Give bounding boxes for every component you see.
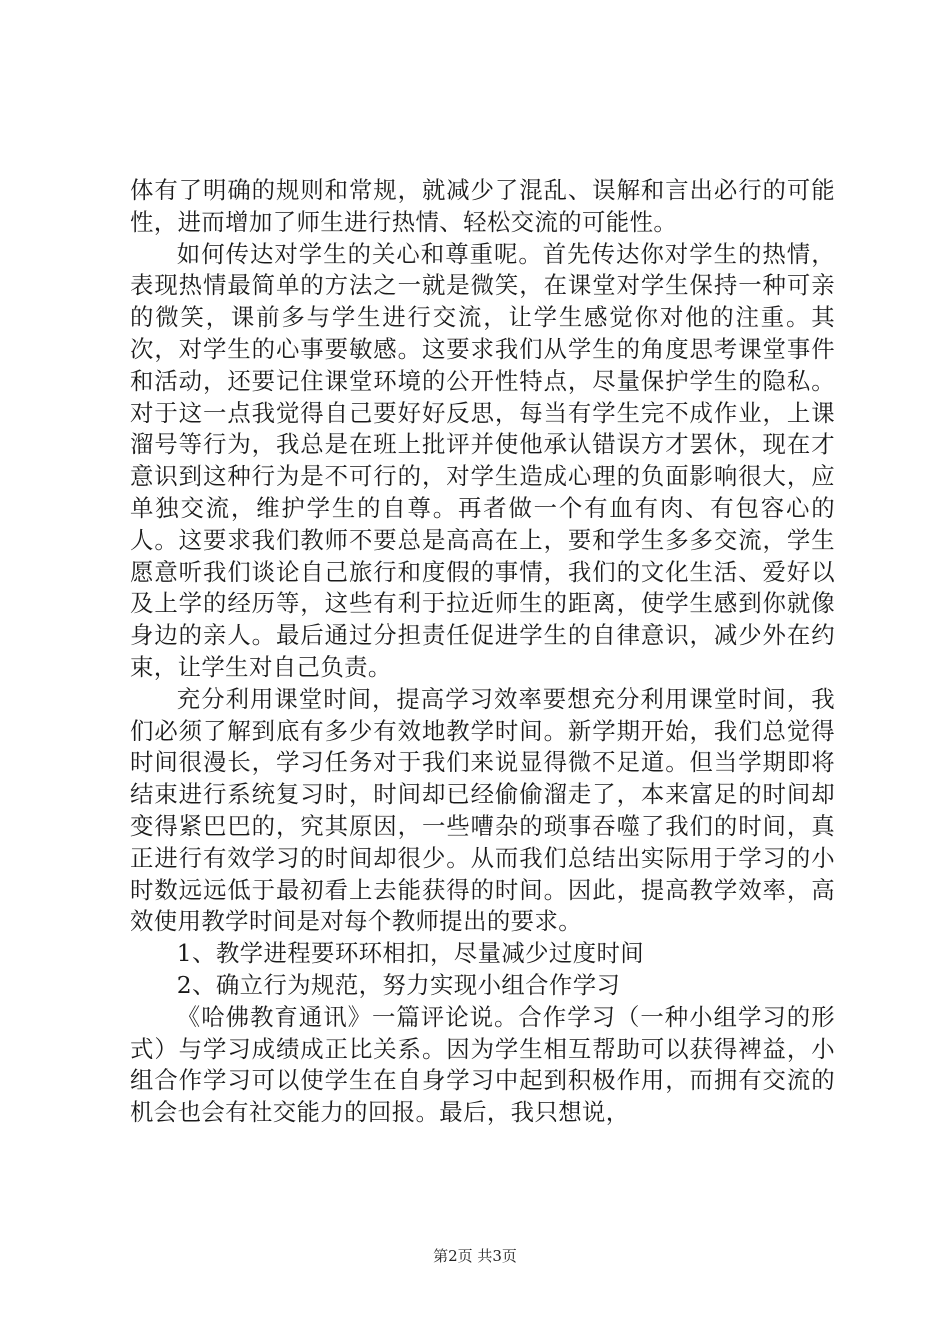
paragraph-harvard-review: 《哈佛教育通讯》一篇评论说。合作学习（一种小组学习的形式）与学习成绩成正比关系。因为学生相互帮助可以获得裨益，小组合作学习可以使学生在自身学习中起到积极作用，而拥有交流的机会也会有社交能力的回报。最后，我只想说，	[130, 1002, 835, 1127]
list-item-1: 1、教学进程要环环相扣，尽量减少过度时间	[176, 939, 645, 968]
document-body	[130, 175, 835, 1129]
list-item-2: 2、确立行为规范，努力实现小组合作学习	[176, 970, 621, 999]
paragraph-continuation: 体有了明确的规则和常规，就减少了混乱、误解和言出必行的可能性，进而增加了师生进行热情、轻松交流的可能性。	[130, 176, 835, 236]
paragraph-class-time: 充分利用课堂时间，提高学习效率要想充分利用课堂时间，我们必须了解到底有多少有效地教学时间。新学期开始，我们总觉得时间很漫长，学习任务对于我们来说显得微不足道。但当学期即将结束进行系统复习时，时间却已经偷偷溜走了，本来富足的时间却变得紧巴巴的，究其原因，一些嘈杂的琐事吞噬了我们的时间，真正进行有效学习的时间却很少。从而我们总结出实际用于学习的小时数远远低于最初看上去能获得的时间。因此，提高教学效率，高效使用教学时间是对每个教师提出的要求。	[130, 684, 835, 936]
paragraph-care-and-respect: 如何传达对学生的关心和尊重呢。首先传达你对学生的热情，表现热情最简单的方法之一就是微笑，在课堂对学生保持一种可亲的微笑，课前多与学生进行交流，让学生感觉你对他的注重。其次，对学生的心事要敏感。这要求我们从学生的角度思考课堂事件和活动，还要记住课堂环境的公开性特点，尽量保护学生的隐私。对于这一点我觉得自己要好好反思，每当有学生完不成作业，上课溜号等行为，我总是在班上批评并使他承认错误方才罢休，现在才意识到这种行为是不可行的，对学生造成心理的负面影响很大，应单独交流，维护学生的自尊。再者做一个有血有肉、有包容心的人。这要求我们教师不要总是高高在上，要和学生多多交流，学生愿意听我们谈论自己旅行和度假的事情，我们的文化生活、爱好以及上学的经历等，这些有利于拉近师生的距离，使学生感到你就像身边的亲人。最后通过分担责任促进学生的自律意识，减少外在约束，让学生对自己负责。	[130, 239, 835, 681]
page-footer: 第2页 共3页	[433, 1247, 517, 1265]
